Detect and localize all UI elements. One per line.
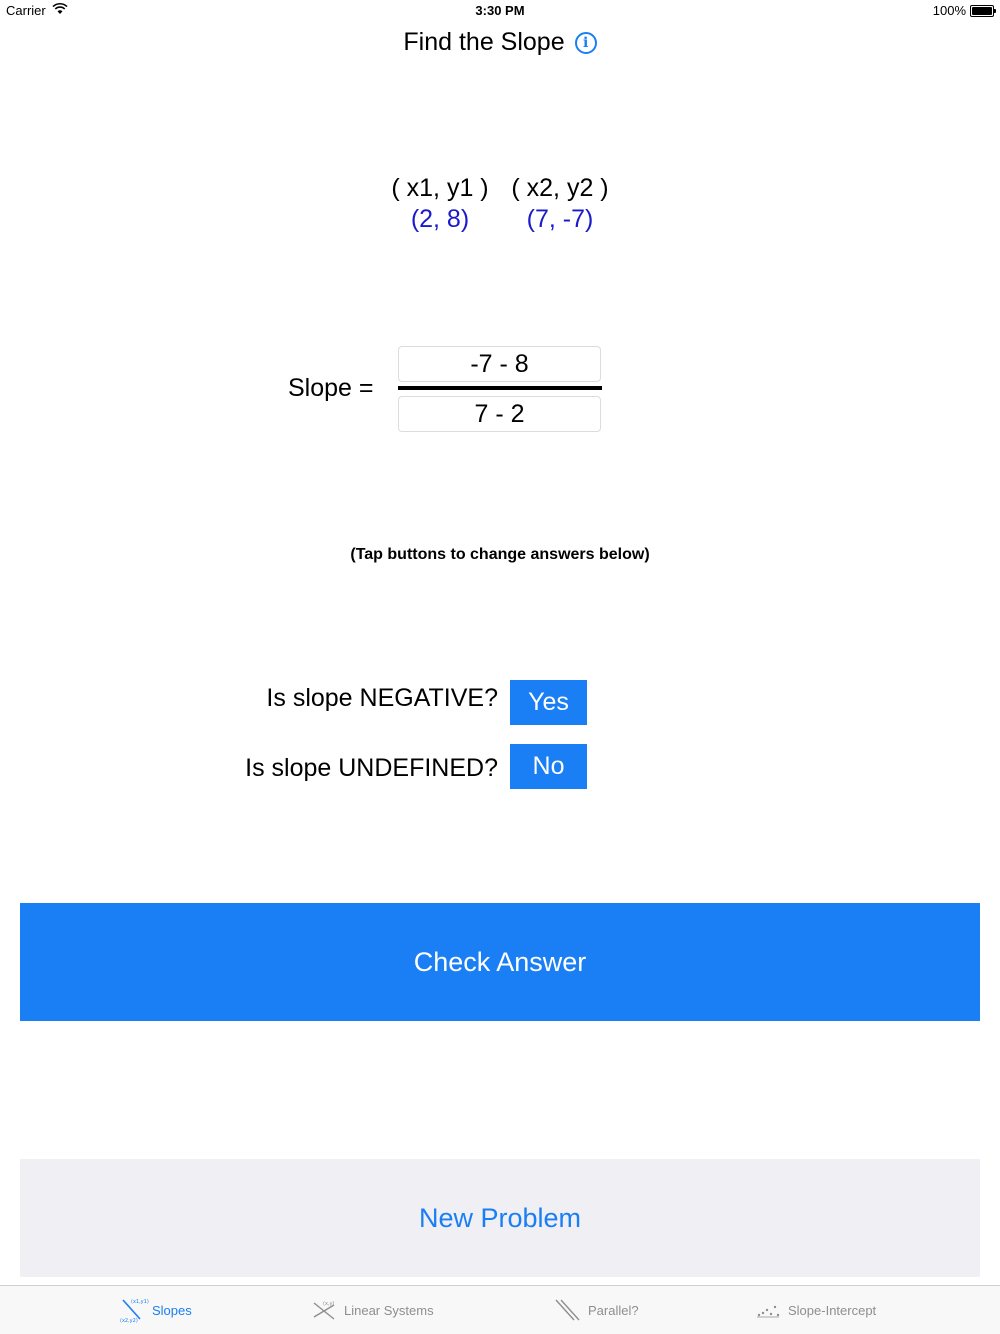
battery-fill: [972, 7, 992, 15]
tab-linear-systems[interactable]: [312, 1286, 434, 1334]
point-1-value: (2, 8): [410, 205, 470, 233]
slopes-icon: [120, 1297, 149, 1324]
tab-slopes[interactable]: [120, 1286, 192, 1334]
info-circle-icon[interactable]: i: [575, 32, 597, 54]
slope-label: Slope =: [288, 374, 374, 402]
hint-text: (Tap buttons to change answers below): [350, 546, 650, 563]
tab-linear-systems-label: Linear Systems: [344, 1302, 434, 1318]
point-1: [370, 172, 510, 234]
numerator-field[interactable]: -7 - 8: [398, 346, 601, 382]
carrier-label: Carrier: [6, 3, 46, 18]
page-title: Find the Slope: [403, 28, 565, 56]
check-answer-button[interactable]: Check Answer: [20, 903, 980, 1021]
point-2-value: (7, -7): [526, 205, 594, 233]
negative-question: Is slope NEGATIVE?: [266, 684, 498, 712]
point-2: [490, 172, 630, 234]
svg-text:(x2,y2): (x2,y2): [120, 1318, 138, 1324]
fraction-bar: [398, 386, 602, 390]
point-2-label: ( x2, y2 ): [511, 174, 609, 202]
negative-answer-button[interactable]: Yes: [510, 680, 587, 725]
tab-slope-intercept-label: Slope-Intercept: [788, 1302, 877, 1318]
nav-bar: [0, 28, 1000, 57]
undefined-answer-button[interactable]: No: [510, 744, 587, 789]
tab-slopes-label: Slopes: [152, 1302, 192, 1318]
svg-text:(x,y): (x,y): [323, 1301, 335, 1307]
tab-bar: [0, 1285, 1000, 1334]
denominator-field[interactable]: 7 - 2: [398, 396, 601, 432]
status-bar: [0, 0, 1000, 22]
tab-parallel-label: Parallel?: [588, 1302, 639, 1318]
undefined-question: Is slope UNDEFINED?: [245, 754, 498, 782]
point-1-label: ( x1, y1 ): [391, 174, 489, 202]
battery-icon: [970, 5, 994, 17]
battery-group: [933, 3, 994, 18]
slope-intercept-icon: [756, 1301, 780, 1319]
clock: 3:30 PM: [475, 3, 525, 18]
linear-systems-icon: [312, 1299, 336, 1321]
svg-text:(x1,y1): (x1,y1): [131, 1299, 149, 1305]
tab-slope-intercept[interactable]: [756, 1286, 876, 1334]
tab-parallel[interactable]: [554, 1286, 639, 1334]
new-problem-button[interactable]: New Problem: [20, 1159, 980, 1277]
parallel-icon: [554, 1298, 580, 1322]
battery-percent: 100%: [932, 3, 966, 18]
